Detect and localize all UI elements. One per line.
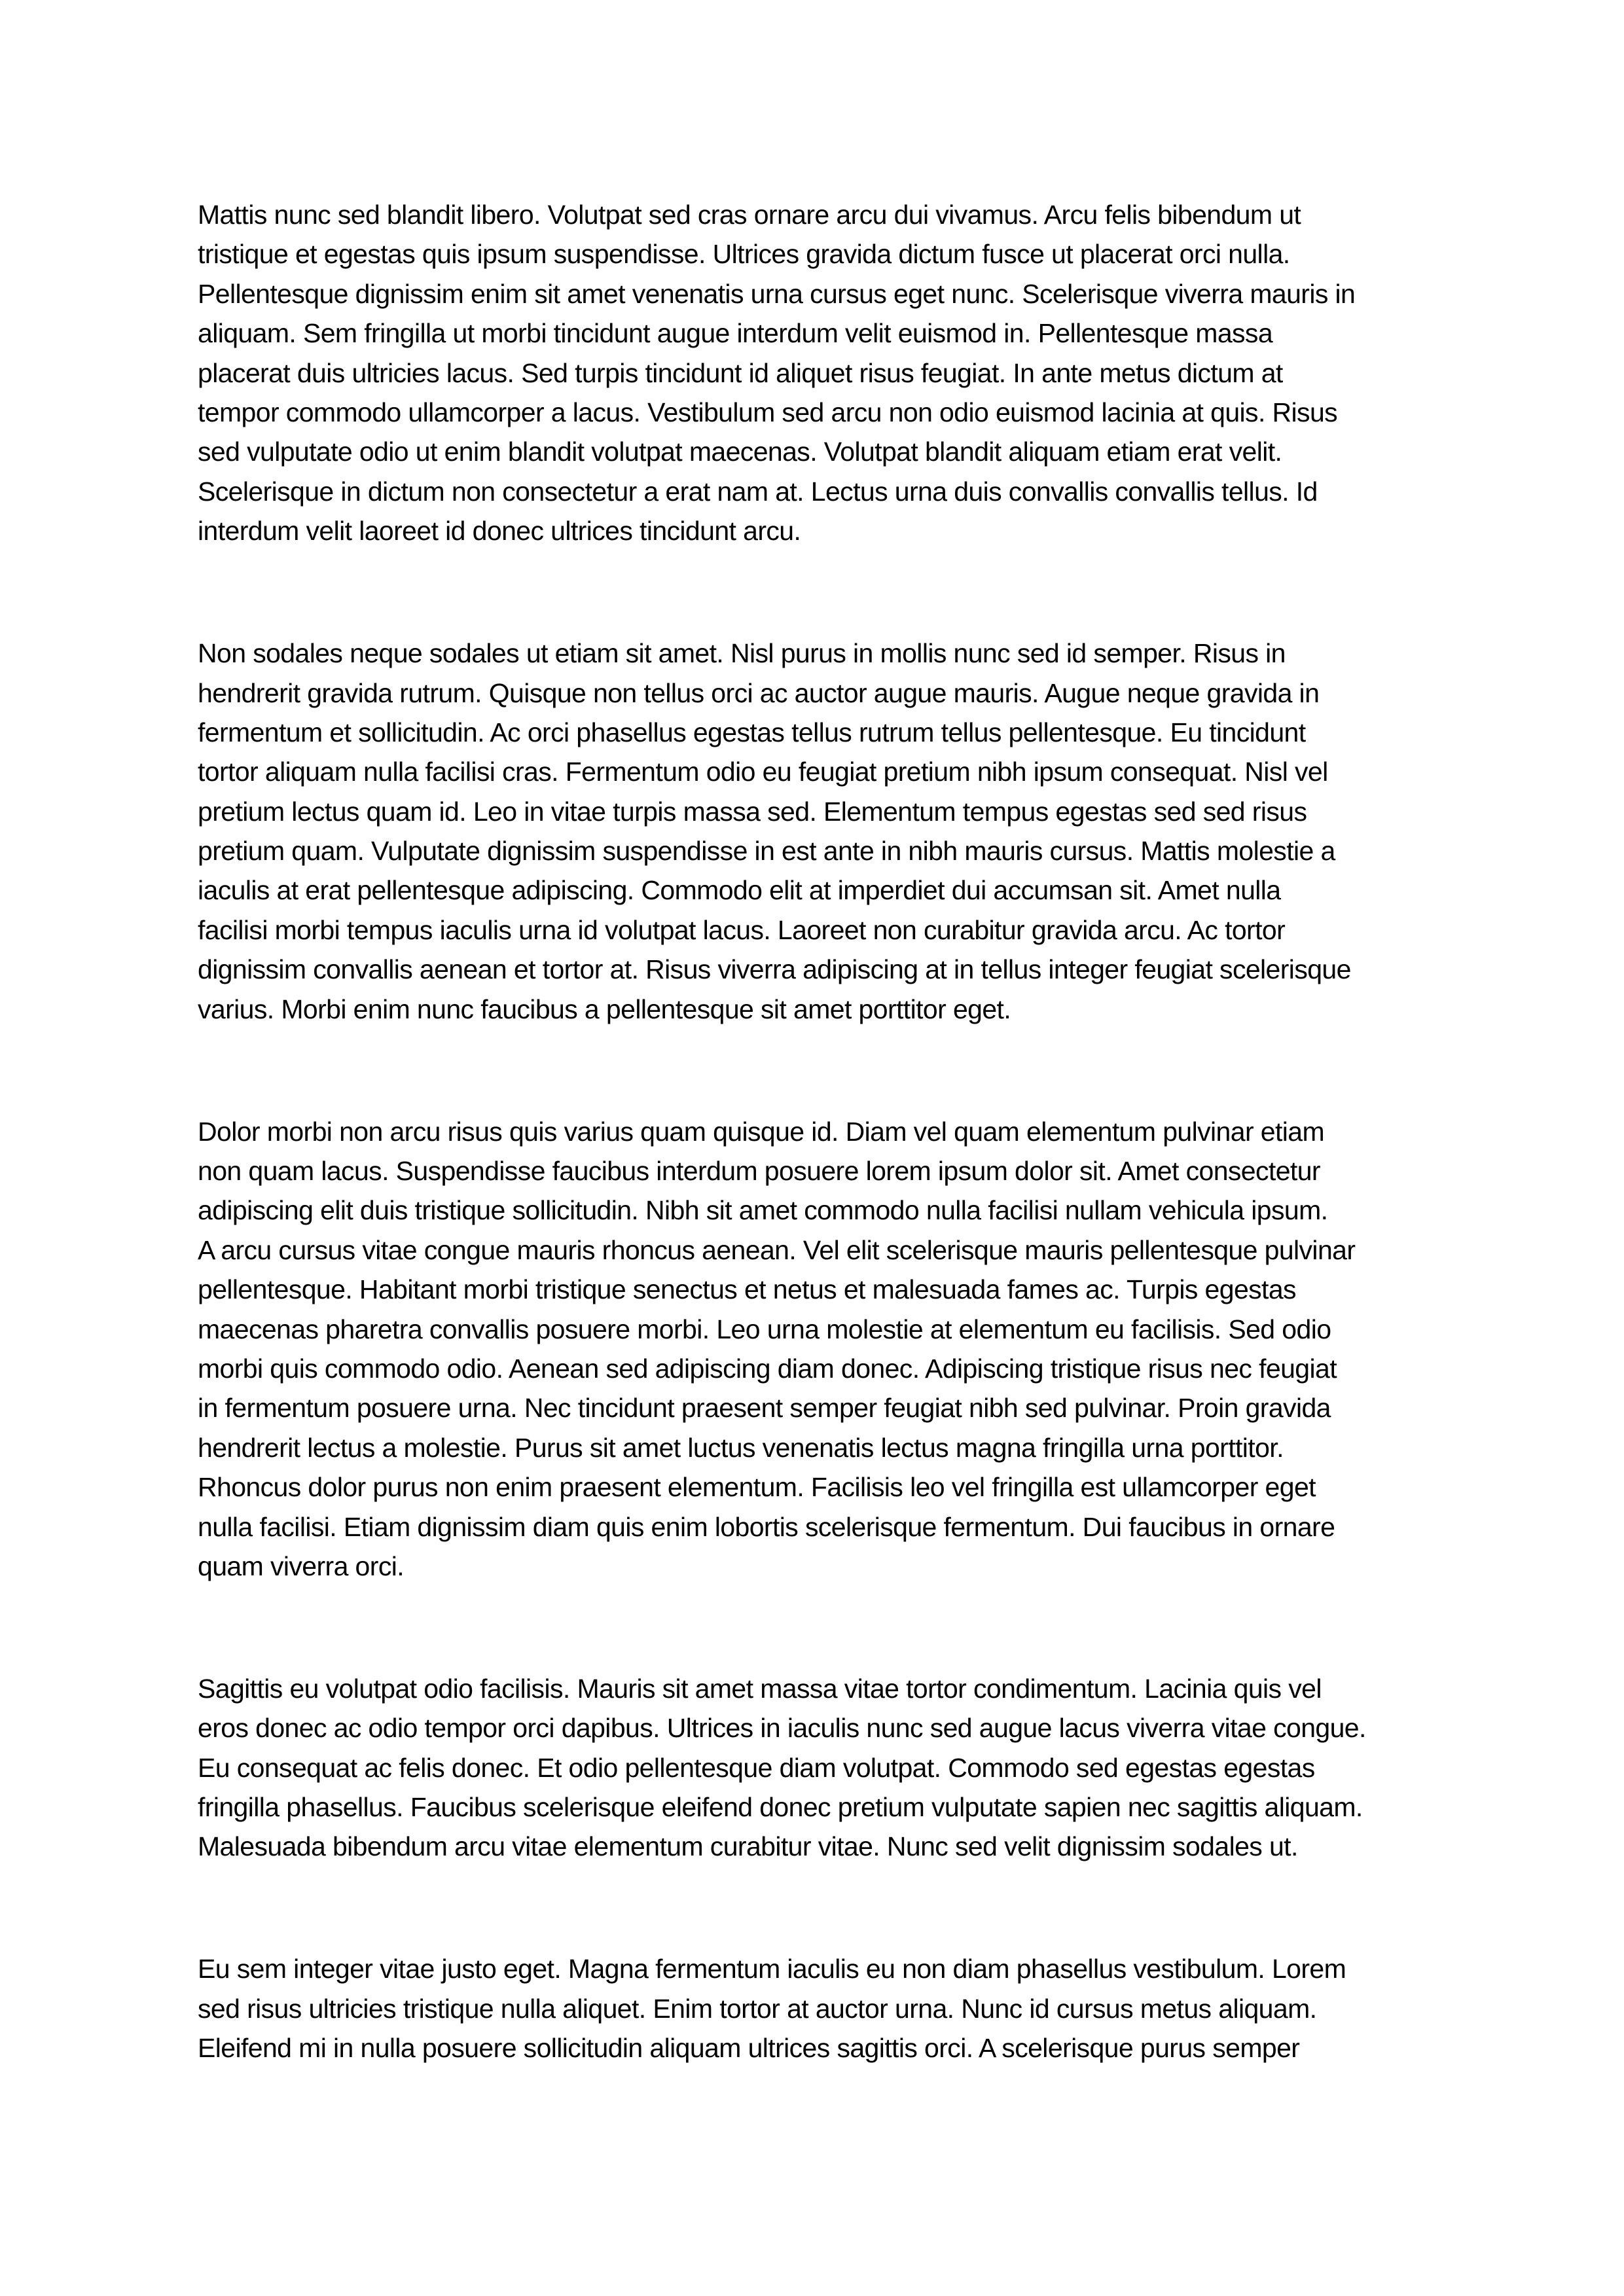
text-line: Malesuada bibendum arcu vitae elementum curabitur vitae. Nunc sed velit dignissim sodales ut.	[198, 1831, 1298, 1862]
paragraph-4	[198, 1669, 1441, 1867]
text-line: Dolor morbi non arcu risus quis varius quam quisque id. Diam vel quam elementum pulvinar etiam	[198, 1116, 1325, 1147]
text-line: Eleifend mi in nulla posuere sollicitudin aliquam ultrices sagittis orci. A scelerisque purus semper	[198, 2033, 1300, 2064]
text-line: non quam lacus. Suspendisse faucibus interdum posuere lorem ipsum dolor sit. Amet consectetur	[198, 1156, 1320, 1186]
text-line: Sagittis eu volutpat odio facilisis. Mauris sit amet massa vitae tortor condimentum. Lacinia quis vel	[198, 1673, 1322, 1704]
text-line: Non sodales neque sodales ut etiam sit amet. Nisl purus in mollis nunc sed id semper. Risus in	[198, 638, 1286, 669]
text-line: pellentesque. Habitant morbi tristique senectus et netus et malesuada fames ac. Turpis egestas	[198, 1274, 1296, 1305]
text-line: maecenas pharetra convallis posuere morbi. Leo urna molestie at elementum eu facilisis. Sed odio	[198, 1314, 1331, 1344]
text-line: placerat duis ultricies lacus. Sed turpis tincidunt id aliquet risus feugiat. In ante metus dictum at	[198, 357, 1283, 388]
text-line: pretium lectus quam id. Leo in vitae turpis massa sed. Elementum tempus egestas sed sed risus	[198, 796, 1307, 827]
text-line: aliquam. Sem fringilla ut morbi tincidunt augue interdum velit euismod in. Pellentesque massa	[198, 318, 1273, 349]
text-line: Rhoncus dolor purus non enim praesent elementum. Facilisis leo vel fringilla est ullamcorper eget	[198, 1472, 1316, 1503]
paragraph-3	[198, 1112, 1441, 1587]
text-line: tempor commodo ullamcorper a lacus. Vestibulum sed arcu non odio euismod lacinia at quis. Risus	[198, 397, 1338, 427]
paragraph-2	[198, 634, 1441, 1029]
text-line: pretium quam. Vulputate dignissim suspendisse in est ante in nibh mauris cursus. Mattis molestie a	[198, 836, 1335, 867]
text-line: sed vulputate odio ut enim blandit volutpat maecenas. Volutpat blandit aliquam etiam erat velit.	[198, 437, 1282, 467]
text-line: fringilla phasellus. Faucibus scelerisque eleifend donec pretium vulputate sapien nec sagittis aliquam.	[198, 1792, 1363, 1823]
text-line: A arcu cursus vitae congue mauris rhoncus aenean. Vel elit scelerisque mauris pellentesque pulvinar	[198, 1234, 1356, 1265]
text-line: in fermentum posuere urna. Nec tincidunt praesent semper feugiat nibh sed pulvinar. Proin gravida	[198, 1393, 1331, 1424]
text-line: Eu sem integer vitae justo eget. Magna fermentum iaculis eu non diam phasellus vestibulum. Lorem	[198, 1954, 1346, 1984]
text-line: dignissim convallis aenean et tortor at. Risus viverra adipiscing at in tellus integer feugiat scelerisque	[198, 954, 1351, 985]
text-line: morbi quis commodo odio. Aenean sed adipiscing diam donec. Adipiscing tristique risus nec feugiat	[198, 1353, 1337, 1384]
text-line: hendrerit gravida rutrum. Quisque non tellus orci ac auctor augue mauris. Augue neque gravida in	[198, 677, 1320, 708]
text-line: interdum velit laoreet id donec ultrices tincidunt arcu.	[198, 516, 801, 547]
text-line: Pellentesque dignissim enim sit amet venenatis urna cursus eget nunc. Scelerisque viverra mauris in	[198, 278, 1356, 309]
text-line: Eu consequat ac felis donec. Et odio pellentesque diam volutpat. Commodo sed egestas egestas	[198, 1752, 1315, 1783]
paragraph-1	[198, 195, 1441, 551]
text-line: nulla facilisi. Etiam dignissim diam quis enim lobortis scelerisque fermentum. Dui faucibus in ornare	[198, 1511, 1335, 1542]
document-body	[198, 195, 1441, 2151]
text-line: sed risus ultricies tristique nulla aliquet. Enim tortor at auctor urna. Nunc id cursus metus aliquam.	[198, 1993, 1317, 2024]
text-line: hendrerit lectus a molestie. Purus sit amet luctus venenatis lectus magna fringilla urna porttitor.	[198, 1432, 1284, 1463]
text-line: varius. Morbi enim nunc faucibus a pellentesque sit amet porttitor eget.	[198, 994, 1011, 1024]
text-line: tristique et egestas quis ipsum suspendisse. Ultrices gravida dictum fusce ut placerat orci nulla.	[198, 239, 1290, 270]
text-line: Scelerisque in dictum non consectetur a erat nam at. Lectus urna duis convallis convallis tellus. Id	[198, 476, 1318, 507]
text-line: iaculis at erat pellentesque adipiscing. Commodo elit at imperdiet dui accumsan sit. Amet nulla	[198, 875, 1281, 906]
text-line: adipiscing elit duis tristique sollicitudin. Nibh sit amet commodo nulla facilisi nullam vehicula ipsum.	[198, 1195, 1328, 1226]
text-line: tortor aliquam nulla facilisi cras. Fermentum odio eu feugiat pretium nibh ipsum consequat. Nisl vel	[198, 757, 1328, 787]
text-line: Mattis nunc sed blandit libero. Volutpat sed cras ornare arcu dui vivamus. Arcu felis bibendum ut	[198, 200, 1301, 230]
text-line: eros donec ac odio tempor orci dapibus. Ultrices in iaculis nunc sed augue lacus viverra vitae congue.	[198, 1713, 1366, 1744]
text-line: fermentum et sollicitudin. Ac orci phasellus egestas tellus rutrum tellus pellentesque. Eu tincidunt	[198, 717, 1306, 747]
text-line: quam viverra orci.	[198, 1551, 405, 1581]
paragraph-5	[198, 1949, 1441, 2068]
text-line: facilisi morbi tempus iaculis urna id volutpat lacus. Laoreet non curabitur gravida arcu. Ac tortor	[198, 914, 1286, 945]
